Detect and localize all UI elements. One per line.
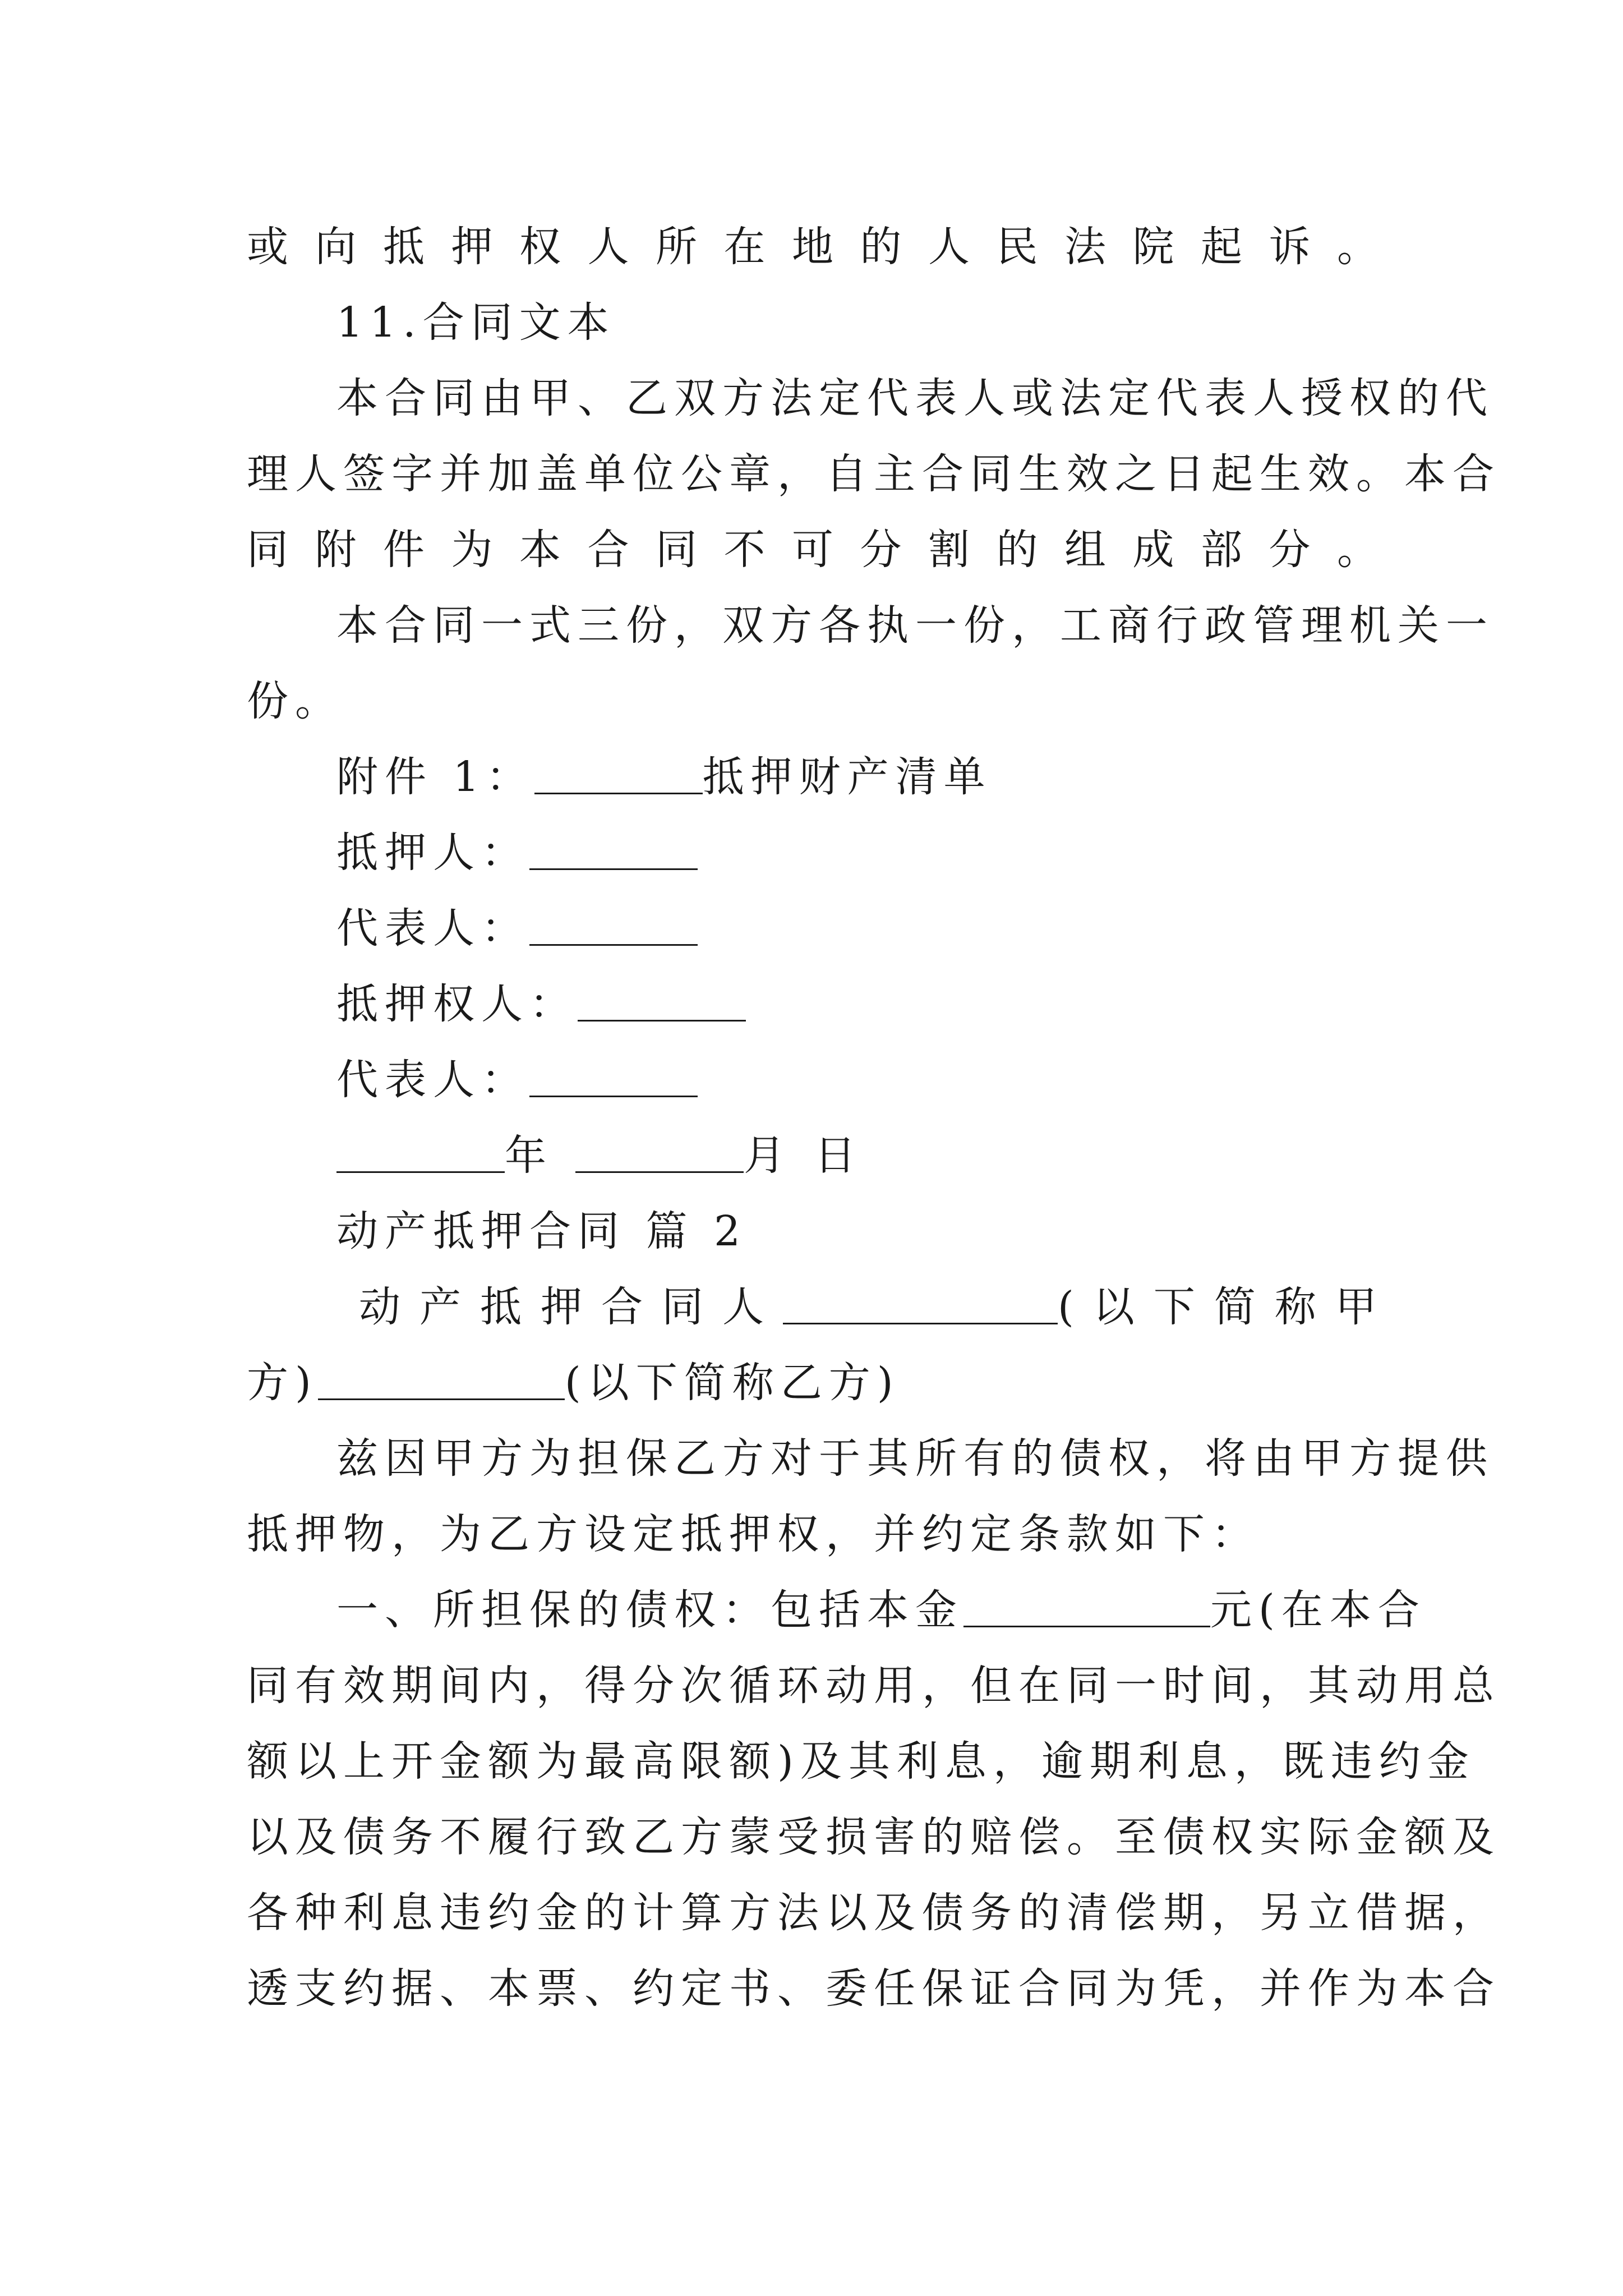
date-line: 年 月 日 (336, 1125, 1385, 1186)
fill-in-blank (336, 1132, 505, 1173)
fill-in-blank (783, 1283, 1058, 1324)
fill-in-blank (529, 829, 698, 870)
signature-line-representative: 代表人： (336, 898, 1385, 959)
fill-in-blank (575, 1132, 744, 1173)
paragraph-line: 额以上开金额为最高限额)及其利息，逾期利息，既违约金 (247, 1737, 1476, 1786)
signature-line-mortgagee: 抵押权人： (336, 973, 1385, 1035)
paragraph-line: 理人签字并加盖单位公章，自主合同生效之日起生效。本合 (247, 450, 1501, 498)
section-heading: 11.合同文本 (336, 298, 616, 347)
paragraph-line: 动产抵押合同人 (以下简称甲 (359, 1283, 1396, 1331)
paragraph-line: 透支约据、本票、约定书、委任保证合同为凭，并作为本合 (247, 1964, 1501, 2013)
fill-in-blank (963, 1586, 1210, 1627)
paragraph-line: 以及债务不履行致乙方蒙受损害的赔偿。至债权实际金额及 (247, 1813, 1501, 1861)
paragraph-line: 本合同由甲、乙双方法定代表人或法定代表人授权的代 (336, 374, 1494, 422)
section-title: 动产抵押合同 篇 2 (336, 1207, 748, 1255)
fill-in-blank (529, 905, 698, 946)
paragraph-line: 方) (以下简称乙方) (247, 1359, 900, 1407)
paragraph-line: 一、所担保的债权：包括本金 元(在本合 (336, 1586, 1426, 1634)
paragraph-line: 本合同一式三份，双方各执一份，工商行政管理机关一 (336, 601, 1494, 650)
paragraph-line: 抵押物，为乙方设定抵押权，并约定条款如下： (247, 1510, 1260, 1558)
signature-line-representative: 代表人： (336, 1049, 1385, 1111)
attachment-line: 附件 1： 抵押财产清单 (336, 753, 992, 801)
fill-in-blank (529, 1056, 698, 1097)
paragraph-line: 兹因甲方为担保乙方对于其所有的债权，将由甲方提供 (336, 1434, 1494, 1483)
paragraph-line: 份。 (247, 677, 343, 725)
signature-line-mortgagor: 抵押人： (336, 822, 1385, 884)
paragraph-line: 或向抵押权人所在地的人民法院起诉。 (247, 223, 1385, 271)
fill-in-blank (578, 981, 746, 1022)
fill-in-blank (534, 753, 703, 794)
paragraph-line: 同有效期间内，得分次循环动用，但在同一时间，其动用总 (247, 1662, 1501, 1710)
paragraph-line: 同附件为本合同不可分割的组成部分。 (247, 526, 1385, 574)
fill-in-blank (318, 1359, 565, 1400)
paragraph-line: 各种利息违约金的计算方法以及债务的清偿期，另立借据， (247, 1889, 1501, 1937)
